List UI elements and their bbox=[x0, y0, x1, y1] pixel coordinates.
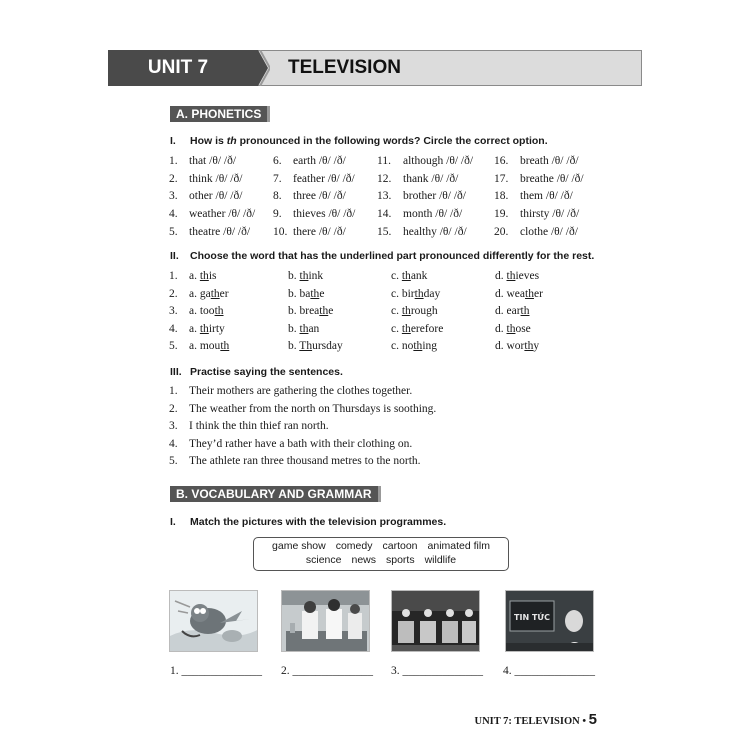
answer-option[interactable]: b. think bbox=[288, 270, 324, 282]
chevron-icon bbox=[248, 50, 270, 86]
footer-bullet: • bbox=[582, 716, 587, 727]
question-number: 3. bbox=[169, 305, 178, 318]
section-b-heading: B. VOCABULARY AND GRAMMAR bbox=[170, 486, 381, 502]
answer-option[interactable]: c. through bbox=[391, 305, 438, 318]
answer-option[interactable]: c. therefore bbox=[391, 322, 444, 335]
answer-option[interactable]: b. than bbox=[288, 322, 320, 335]
word-option: animated film bbox=[427, 540, 490, 552]
answer-option[interactable]: a. thirty bbox=[189, 322, 225, 335]
unit-number: UNIT 7 bbox=[147, 57, 209, 78]
answer-option[interactable]: b. Thursday bbox=[288, 340, 343, 353]
answer-blank-1[interactable]: 1. ______________ bbox=[170, 665, 262, 677]
answer-option[interactable]: d. those bbox=[495, 322, 531, 335]
phonetics-item: 7. feather /θ/ /ð/ bbox=[273, 172, 355, 185]
phonetics-item: 20. clothe /θ/ /ð/ bbox=[494, 225, 578, 238]
phonetics-item: 13. brother /θ/ /ð/ bbox=[377, 190, 466, 203]
answer-option[interactable]: d. earth bbox=[495, 305, 530, 318]
phonetics-item: 12. thank /θ/ /ð/ bbox=[377, 172, 459, 185]
phonetics-item: 3. other /θ/ /ð/ bbox=[169, 190, 243, 203]
word-option: wildlife bbox=[424, 554, 457, 566]
word-box-line-1 bbox=[254, 540, 508, 552]
phonetics-item: 1. that /θ/ /ð/ bbox=[169, 155, 237, 167]
phonetics-item: 8. three /θ/ /ð/ bbox=[273, 190, 346, 203]
game-show-picture bbox=[391, 590, 480, 652]
answer-option[interactable]: d. weather bbox=[495, 287, 543, 300]
answer-option[interactable]: a. tooth bbox=[189, 305, 224, 318]
question-number: 4. bbox=[169, 322, 178, 335]
unit-title: TELEVISION bbox=[288, 57, 401, 78]
phonetics-item: 15. healthy /θ/ /ð/ bbox=[377, 225, 467, 238]
answer-option[interactable]: a. this bbox=[189, 270, 217, 282]
sentence-item: 4. They’d rather have a bath with their clothing on. bbox=[169, 437, 413, 450]
sentence-item: 2. The weather from the north on Thursdays is soothing. bbox=[169, 402, 437, 415]
question-number: 1. bbox=[169, 270, 178, 282]
page-footer bbox=[474, 711, 597, 728]
exercise-a2-instruction: II. Choose the word that has the underlined part pronounced differently for the rest. bbox=[170, 250, 595, 262]
phonetics-item: 14. month /θ/ /ð/ bbox=[377, 208, 463, 221]
phonetics-item: 18. them /θ/ /ð/ bbox=[494, 190, 573, 203]
exercise-a3-instruction: III. Practise saying the sentences. bbox=[170, 366, 343, 378]
word-option: sports bbox=[386, 554, 415, 566]
answer-blank-2[interactable]: 2. ______________ bbox=[281, 665, 373, 677]
sentence-item: 1. Their mothers are gathering the clothes together. bbox=[169, 385, 413, 397]
phonetics-item: 2. think /θ/ /ð/ bbox=[169, 172, 243, 185]
answer-option[interactable]: b. bathe bbox=[288, 287, 325, 300]
phonetics-item: 4. weather /θ/ /ð/ bbox=[169, 208, 256, 221]
answer-blank-3[interactable]: 3. ______________ bbox=[391, 665, 483, 677]
answer-option[interactable]: a. mouth bbox=[189, 340, 230, 353]
answer-option[interactable]: d. worthy bbox=[495, 340, 540, 353]
answer-option[interactable]: c. nothing bbox=[391, 340, 438, 353]
word-option: cartoon bbox=[382, 540, 418, 552]
news-picture bbox=[505, 590, 594, 652]
cartoon-picture bbox=[169, 590, 258, 652]
answer-option[interactable]: d. thieves bbox=[495, 270, 540, 282]
section-a-heading: A. PHONETICS bbox=[170, 106, 270, 122]
sentence-item: 5. The athlete ran three thousand metres to the north. bbox=[169, 455, 421, 468]
news-sign-text: TIN TỨC bbox=[514, 613, 550, 622]
word-option: science bbox=[305, 554, 342, 566]
phonetics-item: 6. earth /θ/ /ð/ bbox=[273, 155, 346, 167]
phonetics-item: 16. breath /θ/ /ð/ bbox=[494, 155, 579, 167]
question-number: 5. bbox=[169, 340, 178, 353]
phonetics-item: 5. theatre /θ/ /ð/ bbox=[169, 225, 251, 238]
question-number: 2. bbox=[169, 287, 178, 300]
phonetics-item: 17. breathe /θ/ /ð/ bbox=[494, 172, 584, 185]
answer-option[interactable]: c. thank bbox=[391, 270, 428, 282]
answer-option[interactable]: c. birthday bbox=[391, 287, 441, 300]
word-box-line-2 bbox=[254, 554, 508, 566]
word-option: news bbox=[351, 554, 376, 566]
sentence-item: 3. I think the thin thief ran north. bbox=[169, 420, 329, 433]
phonetics-item: 11. although /θ/ /ð/ bbox=[377, 155, 474, 167]
phonetics-item: 19. thirsty /θ/ /ð/ bbox=[494, 208, 580, 221]
answer-option[interactable]: a. gather bbox=[189, 287, 229, 300]
page-number: 5 bbox=[588, 711, 597, 728]
word-option: comedy bbox=[335, 540, 373, 552]
answer-option[interactable]: b. breathe bbox=[288, 305, 334, 318]
footer-unit-text: UNIT 7: TELEVISION bbox=[474, 716, 580, 727]
phonetics-item: 10. there /θ/ /ð/ bbox=[273, 225, 346, 238]
exercise-b1-instruction: I. Match the pictures with the television programmes. bbox=[170, 516, 447, 528]
word-box bbox=[253, 537, 509, 571]
word-option: game show bbox=[272, 540, 326, 552]
phonetics-item: 9. thieves /θ/ /ð/ bbox=[273, 208, 356, 221]
exercise-a1-instruction: I. How is th pronounced in the following words? Circle the correct option. bbox=[170, 135, 548, 147]
science-picture bbox=[281, 590, 370, 652]
answer-blank-4[interactable]: 4. ______________ bbox=[503, 665, 595, 677]
